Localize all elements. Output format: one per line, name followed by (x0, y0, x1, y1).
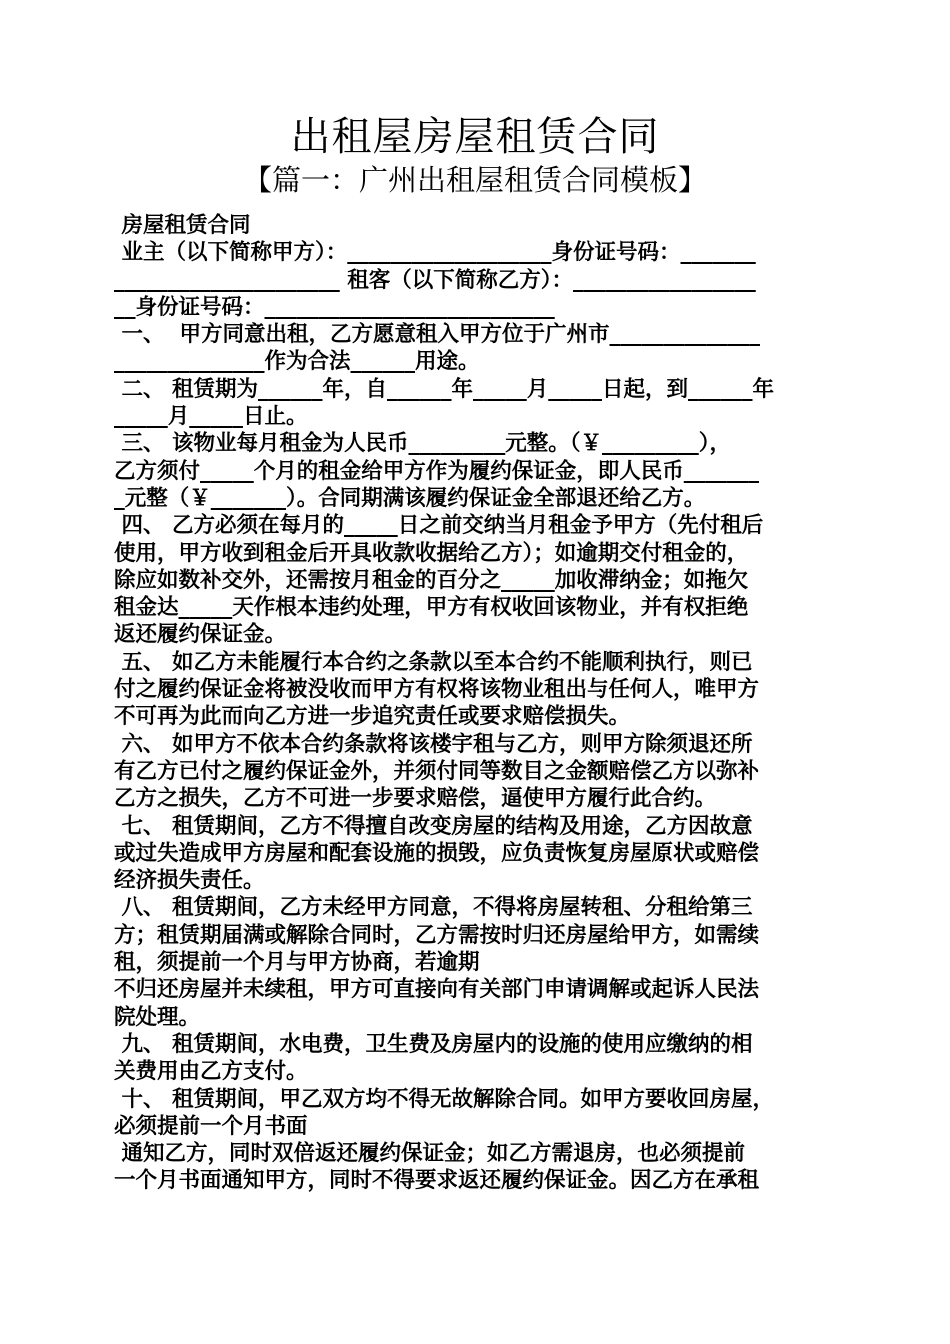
text-line: 除应如数补交外，还需按月租金的百分之_____加收滞纳金；如拖欠 (114, 567, 749, 593)
text-line: ______________作为合法______用途。 (114, 349, 480, 375)
text-line: 付之履约保证金将被没收而甲方有权将该物业租出与任何人，唯甲方 (114, 677, 760, 703)
text-line: 乙方之损失，乙方不可进一步要求赔偿，逼使甲方履行此合约。 (114, 786, 717, 812)
text-line: 租，须提前一个月与甲方协商，若逾期 (114, 950, 480, 976)
text-line: _____________________ 租客（以下简称乙方）：_________________ (114, 267, 756, 293)
text-line: 一、 甲方同意出租，乙方愿意租入甲方位于广州市______________ (114, 322, 760, 348)
text-line: 通知乙方，同时双倍返还履约保证金；如乙方需退房，也必须提前 (114, 1141, 745, 1167)
text-line: 不可再为此而向乙方进一步追究责任或要求赔偿损失。 (114, 704, 631, 730)
text-line: 院处理。 (114, 1004, 201, 1030)
text-line: __身份证号码：___________________________ (114, 294, 555, 320)
text-line: 经济损失责任。 (114, 868, 265, 894)
document-subtitle: 【篇一：广州出租屋租赁合同模板】 (242, 163, 707, 197)
text-line: 关费用由乙方支付。 (114, 1059, 308, 1085)
text-line: 十、 租赁期间，甲乙双方均不得无故解除合同。如甲方要收回房屋， (114, 1086, 774, 1112)
text-line: 不归还房屋并未续租，甲方可直接向有关部门申请调解或起诉人民法 (114, 977, 760, 1003)
text-line: 六、 如甲方不依本合约条款将该楼宇租与乙方，则甲方除须退还所 (114, 731, 753, 757)
text-line: 必须提前一个月书面 (114, 1113, 308, 1139)
text-line: 有乙方已付之履约保证金外，并须付同等数目之金额赔偿乙方以弥补 (114, 758, 760, 784)
text-line: 一个月书面通知甲方，同时不得要求返还履约保证金。因乙方在承租 (114, 1168, 760, 1194)
text-line: 八、 租赁期间，乙方未经甲方同意，不得将房屋转租、分租给第三 (114, 895, 753, 921)
text-line: 四、 乙方必须在每月的_____日之前交纳当月租金予甲方（先付租后 (114, 513, 764, 539)
text-line: 五、 如乙方未能履行本合约之条款以至本合约不能顺利执行，则已 (114, 649, 753, 675)
text-line: _元整（￥_______）。合同期满该履约保证金全部退还给乙方。 (114, 485, 706, 511)
text-line: 二、 租赁期为______年，自______年_____月_____日起，到______年 (114, 376, 774, 402)
contract-body (114, 212, 838, 1195)
text-line: 使用，甲方收到租金后开具收款收据给乙方）；如逾期交付租金的， (114, 540, 749, 566)
text-line: 方；租赁期届满或解除合同时，乙方需按时归还房屋给甲方，如需续 (114, 922, 760, 948)
text-line: 房屋租赁合同 (114, 213, 251, 238)
text-line: 返还履约保证金。 (114, 622, 287, 648)
document-title: 出租屋房屋租赁合同 (290, 114, 660, 160)
text-line: _____月_____日止。 (114, 404, 308, 430)
text-line: 租金达_____天作根本违约处理，甲方有权收回该物业，并有权拒绝 (114, 595, 749, 621)
text-line: 业主（以下简称甲方）：___________________身份证号码：_______ (114, 240, 756, 266)
text-line: 七、 租赁期间，乙方不得擅自改变房屋的结构及用途，乙方因故意 (114, 813, 753, 839)
text-line: 九、 租赁期间，水电费，卫生费及房屋内的设施的使用应缴纳的相 (114, 1031, 753, 1057)
text-line: 三、 该物业每月租金为人民币_________元整。（￥_________）， (114, 431, 731, 457)
text-line: 乙方须付_____个月的租金给甲方作为履约保证金，即人民币_______ (114, 458, 760, 484)
text-line: 或过失造成甲方房屋和配套设施的损毁，应负责恢复房屋原状或赔偿 (114, 840, 760, 866)
